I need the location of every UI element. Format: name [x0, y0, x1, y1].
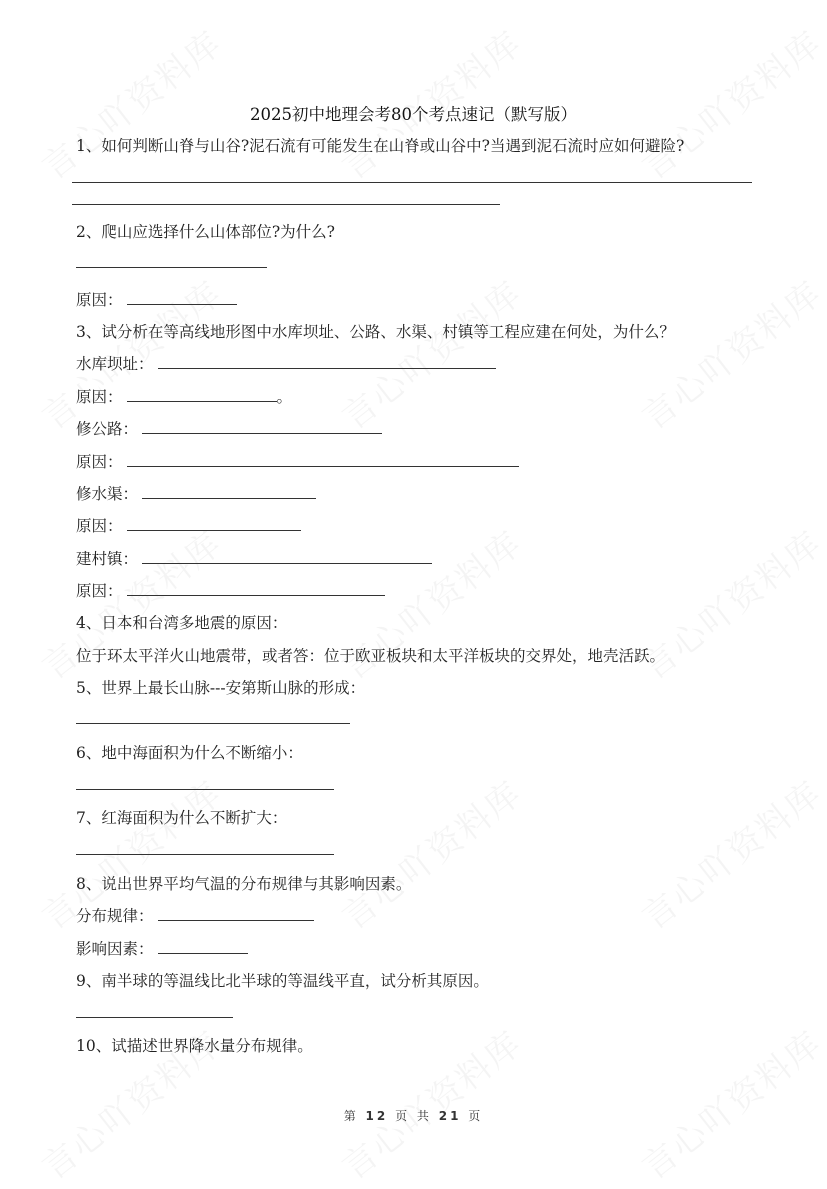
footer-suffix: 页	[468, 1109, 484, 1123]
watermark	[630, 1017, 827, 1189]
question-3-canal	[76, 482, 316, 504]
question-8: 8、说出世界平均气温的分布规律与其影响因素。	[76, 875, 412, 893]
village-label: 建村镇：	[76, 550, 139, 568]
question-3: 3、试分析在等高线地形图中水库坝址、公路、水渠、村镇等工程应建在何处，为什么？	[76, 323, 675, 341]
pattern-label: 分布规律：	[76, 907, 154, 925]
question-7: 7、红海面积为什么不断扩大：	[76, 809, 288, 827]
answer-blank[interactable]	[76, 267, 267, 268]
page-footer	[0, 1107, 827, 1124]
answer-blank[interactable]	[76, 854, 334, 855]
answer-blank[interactable]	[142, 549, 432, 564]
question-2-reason	[76, 288, 237, 310]
answer-blank[interactable]	[127, 452, 519, 467]
watermark	[330, 1017, 530, 1189]
road-label: 修公路：	[76, 420, 139, 438]
answer-blank[interactable]	[76, 789, 334, 790]
answer-blank[interactable]	[72, 204, 500, 205]
answer-blank[interactable]	[76, 1017, 233, 1018]
watermark	[330, 767, 530, 939]
answer-blank[interactable]	[127, 581, 385, 596]
answer-blank[interactable]	[158, 906, 314, 921]
watermark	[630, 267, 827, 439]
watermark	[630, 767, 827, 939]
current-page: 12	[365, 1109, 389, 1123]
question-8-factor	[76, 937, 248, 959]
question-4-answer: 位于环太平洋火山地震带，或者答：位于欧亚板块和太平洋板块的交界处，地壳活跃。	[76, 647, 666, 665]
period: 。	[276, 388, 293, 406]
reason-label: 原因：	[76, 582, 123, 600]
answer-blank[interactable]	[76, 723, 350, 724]
question-8-pattern	[76, 904, 314, 926]
footer-prefix: 第	[343, 1109, 359, 1123]
question-6: 6、地中海面积为什么不断缩小：	[76, 744, 303, 762]
answer-blank[interactable]	[127, 516, 301, 531]
answer-blank[interactable]	[127, 290, 237, 305]
answer-blank[interactable]	[158, 354, 496, 369]
question-3-village-reason	[76, 579, 385, 601]
page-title: 2025初中地理会考80个考点速记（默写版）	[250, 105, 577, 124]
question-3-road-reason	[76, 450, 519, 472]
answer-blank[interactable]	[72, 182, 752, 183]
question-1: 1、如何判断山脊与山谷?泥石流有可能发生在山脊或山谷中?当遇到泥石流时应如何避险?	[76, 137, 685, 155]
total-pages: 21	[438, 1109, 462, 1123]
question-4: 4、日本和台湾多地震的原因：	[76, 614, 288, 632]
reason-label: 原因：	[76, 388, 123, 406]
question-3-village	[76, 547, 432, 569]
canal-label: 修水渠：	[76, 485, 139, 503]
answer-blank[interactable]	[142, 484, 316, 499]
question-3-canal-reason	[76, 514, 301, 536]
reason-label: 原因：	[76, 517, 123, 535]
answer-blank[interactable]	[127, 387, 277, 402]
dam-label: 水库坝址：	[76, 355, 154, 373]
question-2: 2、爬山应选择什么山体部位?为什么?	[76, 223, 335, 241]
reason-label: 原因：	[76, 291, 123, 309]
question-3-road	[76, 417, 382, 439]
answer-blank[interactable]	[142, 419, 382, 434]
question-9: 9、南半球的等温线比北半球的等温线平直，试分析其原因。	[76, 972, 489, 990]
factor-label: 影响因素：	[76, 940, 154, 958]
reason-label: 原因：	[76, 453, 123, 471]
question-3-dam	[76, 352, 496, 374]
question-10: 10、试描述世界降水量分布规律。	[76, 1037, 313, 1055]
question-5: 5、世界上最长山脉---安第斯山脉的形成：	[76, 679, 366, 697]
question-3-dam-reason	[76, 385, 292, 407]
answer-blank[interactable]	[158, 939, 248, 954]
footer-middle: 页 共	[395, 1109, 432, 1123]
